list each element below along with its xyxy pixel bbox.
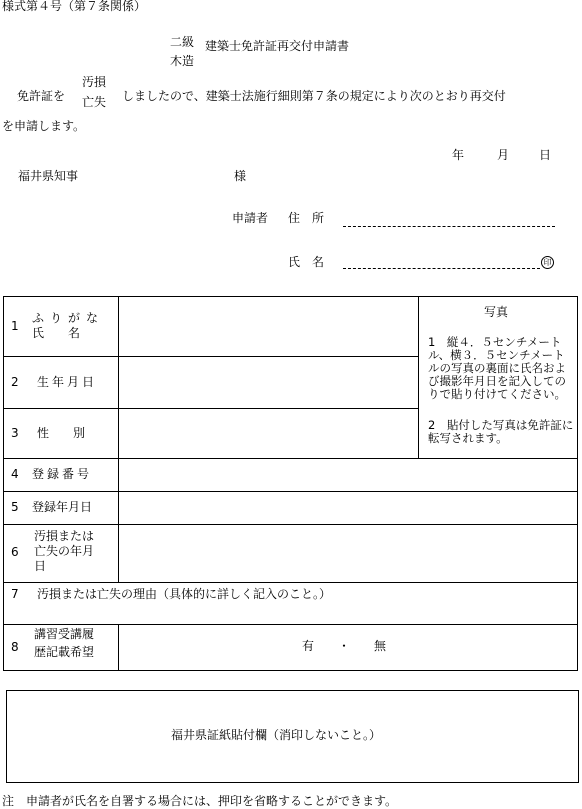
license-type-lower: 木造 [170,54,195,68]
date-day: 日 [539,148,552,162]
row6-input[interactable] [120,526,576,581]
row7-label: 汚損または亡失の理由（具体的に詳しく記入のこと。） [37,587,332,601]
row3-label: 性 別 [37,426,86,440]
row4-label: 登録番号 [32,467,93,481]
name-label: 氏 名 [288,255,325,269]
row1-label-furigana: ふりがな [32,311,105,325]
row5-label: 登録年月日 [32,500,93,514]
body-line1: しましたので、建築士法施行細則第７条の規定により次のとおり再交付 [122,89,506,103]
table-right-border [577,296,578,671]
row-divider-6 [3,582,578,583]
row7-number: 7 [11,587,19,601]
row1-number: 1 [11,319,19,333]
table-top-border [3,296,578,297]
reason-upper: 汚損 [82,75,107,89]
name-field[interactable] [343,268,540,269]
table-left-border [3,296,4,671]
row4-number: 4 [11,467,19,481]
row-divider-7 [3,624,578,625]
row8-label-line2: 歴記載希望 [34,645,95,659]
form-title: 建築士免許証再交付申請書 [205,39,350,53]
stamp-box-right [578,690,579,783]
row3-input[interactable] [120,410,416,457]
stamp-box-bottom [6,782,579,783]
row5-number: 5 [11,500,19,514]
governor-label: 福井県知事 [18,169,79,183]
address-label: 住 所 [288,211,325,225]
row1-input[interactable] [120,298,416,354]
date-month: 月 [497,148,510,162]
body-prefix: 免許証を [17,89,66,103]
table-bottom-border [3,670,578,671]
date-year: 年 [452,148,465,162]
row7-input[interactable] [5,603,576,623]
footnote: 注 申請者が氏名を自署する場合には、押印を省略することができます。 [2,794,398,808]
stamp-box-left [6,690,7,783]
photo-title: 写真 [484,305,509,319]
applicant-label: 申請者 [232,211,269,225]
row3-number: 3 [11,426,19,440]
row6-label-line1: 汚損または [34,529,95,543]
honorific: 様 [234,169,247,183]
row-divider-4 [3,491,578,492]
photo-note-2: 2 貼付した写真は免許証に転写されます。 [428,418,574,445]
row-divider-2 [3,408,418,409]
row1-label-name: 氏 名 [32,326,81,340]
stamp-box-top [6,690,579,691]
reason-lower: 亡失 [82,95,107,109]
label-column-divider [118,296,119,582]
row2-number: 2 [11,375,19,389]
row2-label: 生年月日 [37,375,98,389]
row8-label-line1: 講習受講履 [34,627,95,641]
body-line2: を申請します。 [2,119,86,133]
label-column-divider-row8 [118,624,119,670]
form-number: 様式第４号（第７条関係） [2,0,147,13]
seal-mark: 印 [541,256,554,269]
stamp-box-label: 福井県証紙貼付欄（消印しないこと。） [171,728,382,742]
photo-note-1: 1 縦４．５センチメートル、横３．５センチメートルの写真の裏面に氏名および撮影年月日を記入してのりで貼り付けてください。 [428,335,566,401]
row-divider-1 [3,356,418,357]
row-divider-5 [3,524,578,525]
address-field[interactable] [343,226,555,227]
license-type-upper: 二級 [170,35,195,49]
row4-input[interactable] [120,460,576,490]
row6-label-line3: 日 [34,559,47,573]
photo-column-divider [418,296,419,458]
row8-number: 8 [11,640,19,654]
row2-input[interactable] [120,358,416,407]
row8-options[interactable]: 有 ・ 無 [302,639,387,653]
row6-number: 6 [11,545,19,559]
row-divider-3 [3,458,578,459]
row5-input[interactable] [120,493,576,523]
row6-label-line2: 亡失の年月 [34,544,95,558]
